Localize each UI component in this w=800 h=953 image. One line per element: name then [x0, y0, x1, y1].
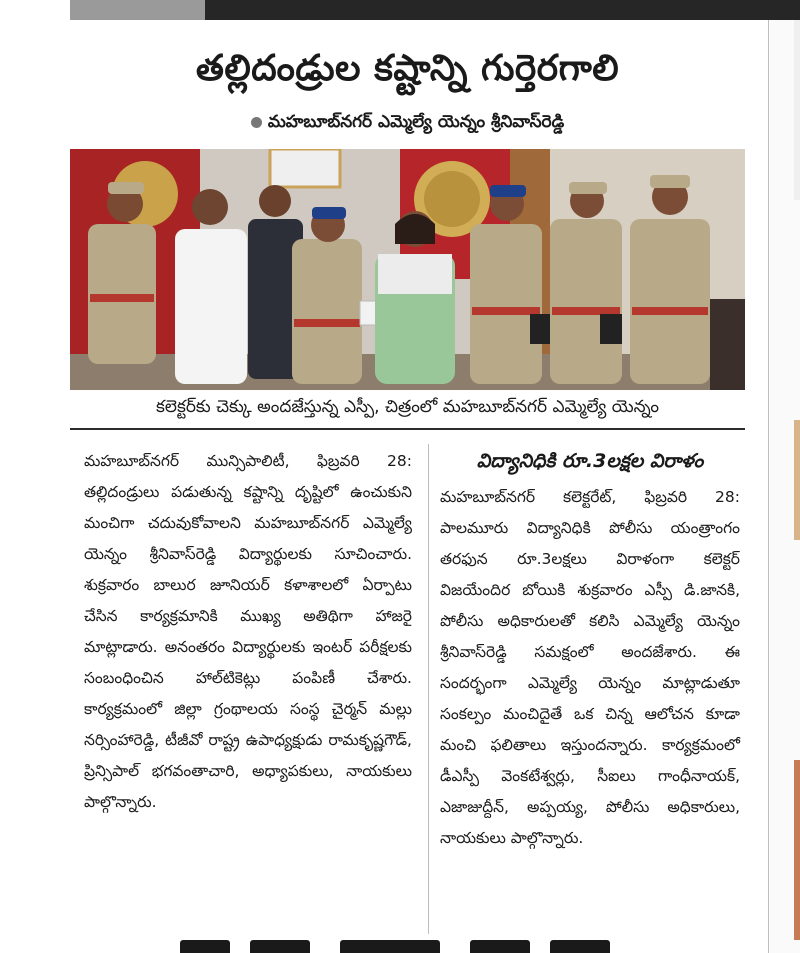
column-separator [428, 444, 429, 934]
caption-rule [70, 428, 745, 430]
sub-headline: విద్యానిధికి రూ.3లక్షల విరాళం [476, 450, 704, 472]
page-top-bar [0, 0, 800, 20]
byline-text: మహబూబ్‌నగర్ ఎమ్మెల్యే యెన్నం శ్రీనివాస్‌రెడ్డి [267, 112, 565, 132]
right-column-body [440, 482, 740, 854]
adjacent-article-edge [770, 20, 800, 953]
top-bar-light-segment [70, 0, 205, 20]
adjacent-image-edge [794, 420, 800, 540]
top-bar-dark-segment [205, 0, 800, 20]
left-column-paragraph: మహబూబ్‌నగర్ మున్సిపాలిటీ, ఫిబ్రవరి 28: తల్లిదండ్రులు పడుతున్న కష్టాన్ని దృష్టిలో ఉంచుకుని మంచిగా చదువుకోవాలని మహబూబ్‌నగర్ ఎమ్మెల్యే యెన్నం శ్రీనివాస్‌రెడ్డి విద్యార్థులకు సూచించారు. శుక్రవారం బాలుర జూనియర్ కళాశాలలో ఏర్పాటు చేసిన కార్యక్రమానికి ముఖ్య అతిథిగా హాజరై మాట్లాడారు. అనంతరం విద్యార్థులకు ఇంటర్ పరీక్షలకు సంబంధించిన హాల్‌టికెట్లు పంపిణీ చేశారు. కార్యక్రమంలో జిల్లా గ్రంథాలయ సంస్థ చైర్మన్ మల్లు నర్సింహారెడ్డి, టీజీవో రాష్ట్ర ఉపాధ్యక్షుడు రామకృష్ణగౌడ్, ప్రిన్సిపాల్ భగవంతాచారి, అధ్యాపకులు, నాయకులు పాల్గొన్నారు. [84, 452, 412, 811]
photo-caption: కలెక్టర్‌కు చెక్కు అందజేస్తున్న ఎస్పీ, చిత్రంలో మహబూబ్‌నగర్ ఎమ్మెల్యే యెన్నం [156, 397, 659, 417]
column-divider [768, 20, 769, 953]
photo-illustration [70, 149, 745, 390]
news-photo [70, 149, 745, 390]
right-column-paragraph: మహబూబ్‌నగర్ కలెక్టరేట్, ఫిబ్రవరి 28: పాలమూరు విద్యానిధికి పోలీసు యంత్రాంగం తరఫున రూ.3లక్షలు విరాళంగా కలెక్టర్ విజయేందిర బోయికి శుక్రవారం ఎస్పీ డి.జానకి, పోలీసు అధికారులతో కలిసి ఎమ్మెల్యే యెన్నం శ్రీనివాస్‌రెడ్డి సమక్షంలో అందజేశారు. ఈ సందర్భంగా ఎమ్మెల్యే యెన్నం మాట్లాడుతూ సంకల్పం మంచిదైతే ఒక చిన్న ఆలోచన కూడా మంచి ఫలితాలు ఇస్తుందన్నారు. కార్యక్రమంలో డీఎస్పీ వెంకటేశ్వర్లు, సీఐలు గాంధీనాయక్, ఎజాజుద్దీన్, అప్పయ్య, పోలీసు అధికారులు, నాయకులు పాల్గొన్నారు. [440, 488, 740, 847]
next-headline-cut [170, 940, 620, 953]
left-column-body [84, 446, 412, 818]
article-headline: తల్లిదండ్రుల కష్టాన్ని గుర్తెరగాలి [195, 48, 620, 89]
bullet-dot-icon [251, 117, 262, 128]
adjacent-image-edge [794, 760, 800, 940]
adjacent-block [794, 20, 800, 200]
article-byline [70, 112, 745, 136]
